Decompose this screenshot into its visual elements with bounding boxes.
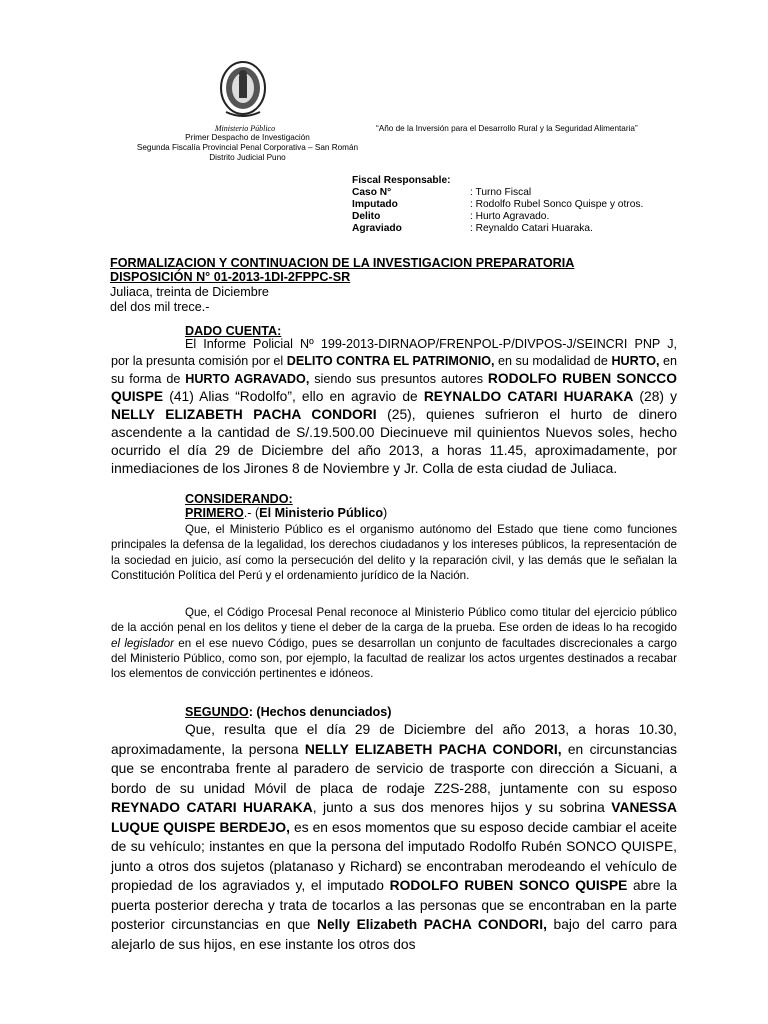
logo-text: Ministerio Público: [214, 124, 276, 133]
text-run: es en esos momentos que su esposo decide cambiar el aceite de su vehículo; instantes en que la persona del imputado Rodolfo Rubén SONCO QUISPE, junto a otros dos sujetos (platanaso y Richard) se encontraban merodeando el vehículo de propiedad de los agraviados y, el imputado: [111, 819, 677, 893]
delito-label: Delito: [352, 211, 381, 222]
text-run: bajo del carro para alejarlo de sus hijos, en ese instante los otros dos: [111, 917, 677, 952]
text-run: (41) Alias “Rodolfo”: [163, 389, 292, 404]
office-line: Segunda Fiscalía Provincial Penal Corporativa – San Román: [136, 143, 359, 152]
text-run: en su modalidad de: [494, 354, 612, 368]
text-run: , junto a sus dos menores hijos y su sobrina: [312, 800, 612, 815]
primero-paragraph-1: [111, 522, 677, 583]
segundo-title: : (Hechos denunciados): [248, 705, 392, 719]
bold-run: NELLY ELIZABETH PACHA CONDORI,: [304, 741, 562, 757]
segundo-heading: [185, 705, 391, 719]
title-line-2: DISPOSICIÓN N° 01-2013-1DI-2FPPC-SR: [110, 270, 351, 284]
imputado-value: : Rodolfo Rubel Sonco Quispe y otros.: [470, 199, 644, 210]
dado-cuenta-label: DADO CUENTA:: [185, 324, 282, 338]
italic-run: el legislador: [111, 636, 174, 650]
text-run: , ello en agravio de: [291, 389, 424, 404]
bold-run: REYNADO CATARI HUARAKA: [111, 800, 313, 815]
date-line-2: del dos mil trece.-: [110, 300, 210, 314]
dado-cuenta-paragraph: [111, 336, 677, 478]
ministerio-publico-seal-icon: [218, 60, 268, 122]
imputado-label: Imputado: [352, 199, 398, 210]
text-run: en circunstancias que se encontraba frente al paradero de servicio de trasporte con dirección a Sicuani, a bordo de su unidad Móvil de placa de rodaje Z2S-288, juntamente con su esposo: [111, 741, 677, 796]
considerando-heading: [185, 492, 387, 520]
fiscal-responsable-label: Fiscal Responsable:: [352, 175, 451, 186]
bold-run: RODOLFO RUBEN SONCO QUISPE: [389, 878, 628, 893]
document-title: [110, 256, 574, 284]
text-run: .- (: [243, 506, 260, 520]
bold-run: HURTO AGRAVADO,: [185, 372, 310, 386]
caso-label: Caso N°: [352, 187, 392, 198]
bold-run: REYNALDO CATARI HUARAKA: [423, 389, 634, 404]
segundo-paragraph: [111, 720, 677, 954]
text-run: siendo sus presuntos autores: [309, 372, 488, 386]
bold-run: RODOLFO RUBEN SONCCO QUISPE: [111, 371, 677, 404]
text-run: Que, el Ministerio Público es el organismo autónomo del Estado que tiene como funciones principales la defensa de la legalidad, los derechos ciudadanos y los intereses públicos, la representación de la sociedad en juicio, así como la persecución del delito y la reparación civil, y las demás que le señalan la Constitución Política del Perú y el ordenamiento jurídico de la Nación.: [111, 523, 677, 582]
considerando-label: CONSIDERANDO:: [185, 492, 293, 506]
office-line: Primer Despacho de Investigación: [185, 133, 310, 142]
text-run: abre la puerta posterior derecha y trata de tocarlos a las personas que se encontraban en la parte posterior circunstancias en que: [111, 878, 677, 932]
delito-value: : Hurto Agravado.: [470, 211, 550, 222]
bold-run: NELLY ELIZABETH PACHA CONDORI: [111, 407, 377, 422]
text-run: Que, el Código Procesal Penal reconoce al Ministerio Público como titular del ejercicio público de la acción penal en los delitos y tiene el deber de la carga de la prueba. Ese orden de ideas lo ha recogido: [111, 606, 677, 635]
caso-value: : Turno Fiscal: [470, 187, 532, 198]
segundo-label: SEGUNDO: [185, 705, 249, 719]
primero-paragraph-2: [111, 605, 677, 681]
primero-label: PRIMERO: [185, 506, 244, 520]
text-run: El Informe Policial Nº 199-2013-DIRNAOP/FRENPOL-P/DIVPOS-J/SEINCRI PNP J, por la presunta comisión por el: [111, 337, 677, 368]
text-run: (25), quienes sufrieron el hurto de dinero ascendente a la cantidad de S/.19.500.00 Diecinueve mil quinientos Nuevos soles, hecho ocurrido el día 29 de Diciembre del año 2013, a horas 11.45, aproximadamente, por inmediaciones de los Jirones 8 de Noviembre y Jr. Colla de esta ciudad de Juliaca.: [111, 407, 677, 476]
office-line: Distrito Judicial Puno: [209, 153, 286, 162]
bold-run: DELITO CONTRA EL PATRIMONIO,: [286, 354, 495, 368]
agraviado-label: Agraviado: [352, 223, 402, 234]
text-run: en su forma de: [111, 354, 678, 386]
title-line-1: FORMALIZACION Y CONTINUACION DE LA INVESTIGACION PREPARATORIA: [110, 256, 575, 270]
case-info-block: [352, 175, 643, 235]
date-line-1: Juliaca, treinta de Diciembre: [110, 285, 269, 299]
text-run: (28) y: [633, 389, 677, 404]
bold-run: VANESSA LUQUE QUISPE BERDEJO,: [111, 800, 677, 835]
bold-run: Nelly Elizabeth PACHA CONDORI,: [316, 917, 547, 932]
office-block: [110, 133, 385, 163]
text-run: en el ese nuevo Código, pues se desarrollan un conjunto de facultades discrecionales a cargo del Ministerio Público, como son, por ejemplo, la facultad de realizar los actos urgentes destinados a recabar los elementos de convicción pertinentes e idóneos.: [111, 636, 677, 681]
text-run: ): [383, 506, 388, 520]
date-block: [110, 285, 269, 315]
primero-title: El Ministerio Público: [259, 506, 384, 520]
bold-run: HURTO,: [611, 354, 660, 368]
text-run: Que, resulta que el día 29 de Diciembre del año 2013, a horas 10.30, aproximadamente, la persona: [111, 722, 677, 757]
agraviado-value: : Reynaldo Catari Huaraka.: [470, 223, 593, 234]
year-motto: “Año de la Inversión para el Desarrollo Rural y la Seguridad Alimentaria”: [376, 124, 638, 133]
